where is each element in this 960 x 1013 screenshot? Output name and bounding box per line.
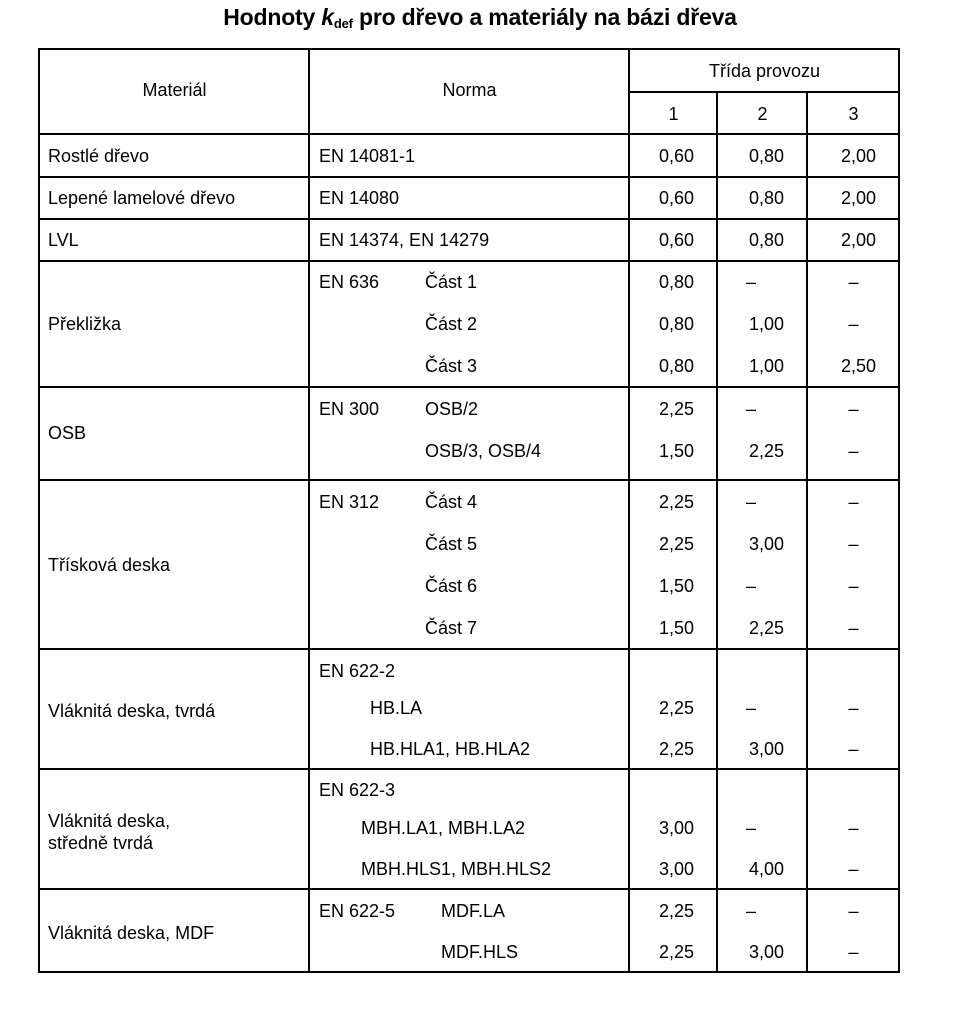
sub-label: Část 1 xyxy=(425,272,478,292)
norma-cell: EN 312 xyxy=(319,492,380,512)
value-cell: 1,50 xyxy=(658,618,694,638)
value-cell: 3,00 xyxy=(658,818,694,838)
value-cell: 0,80 xyxy=(658,272,694,292)
header-norma: Norma xyxy=(442,80,497,100)
sub-label: Část 2 xyxy=(425,314,478,334)
norma-cell: EN 14081-1 xyxy=(319,146,416,166)
value-cell: 4,00 xyxy=(748,859,784,879)
value-cell: 0,60 xyxy=(658,230,694,250)
sub-label: Část 7 xyxy=(425,618,478,638)
value-cell: 2,25 xyxy=(658,492,694,512)
material-cell: Vláknitá deska, MDF xyxy=(48,923,215,943)
value-cell: 0,80 xyxy=(658,356,694,376)
value-cell: 2,00 xyxy=(840,230,876,250)
value-cell: 3,00 xyxy=(748,942,784,962)
norma-cell: EN 622-5 xyxy=(319,901,396,921)
value-cell: – xyxy=(848,399,859,419)
value-cell: 0,80 xyxy=(748,230,784,250)
value-cell: 1,50 xyxy=(658,441,694,461)
material-cell: Třísková deska xyxy=(48,555,171,575)
k-symbol: k xyxy=(321,4,334,30)
norma-cell: EN 300 xyxy=(319,399,380,419)
value-cell: – xyxy=(848,698,859,718)
value-cell: – xyxy=(848,492,859,512)
sub-label: MDF.HLS xyxy=(441,942,519,962)
sub-label: OSB/3, OSB/4 xyxy=(425,441,542,461)
value-cell: 2,25 xyxy=(658,901,694,921)
value-cell: – xyxy=(848,901,859,921)
header-class-3: 3 xyxy=(848,104,859,124)
norma-cell: EN 622-2 xyxy=(319,661,396,681)
value-cell: 2,50 xyxy=(840,356,876,376)
value-cell: – xyxy=(745,698,756,718)
value-cell: 2,25 xyxy=(658,739,694,759)
sub-label: Část 4 xyxy=(425,492,478,512)
value-cell: 2,00 xyxy=(840,146,876,166)
value-cell: 0,60 xyxy=(658,188,694,208)
material-cell: LVL xyxy=(48,230,79,250)
norma-cell: EN 636 xyxy=(319,272,380,292)
value-cell: – xyxy=(745,272,756,292)
value-cell: – xyxy=(745,818,756,838)
value-cell: – xyxy=(848,272,859,292)
value-cell: – xyxy=(848,859,859,879)
value-cell: 2,25 xyxy=(658,534,694,554)
value-cell: 3,00 xyxy=(748,534,784,554)
value-cell: – xyxy=(848,618,859,638)
value-cell: – xyxy=(848,314,859,334)
material-cell: Vláknitá deska, tvrdá xyxy=(48,701,216,721)
value-cell: 3,00 xyxy=(748,739,784,759)
sub-label: HB.HLA1, HB.HLA2 xyxy=(370,739,531,759)
value-cell: 2,25 xyxy=(658,942,694,962)
norma-cell: EN 14374, EN 14279 xyxy=(319,230,490,250)
value-cell: – xyxy=(848,441,859,461)
value-cell: 0,80 xyxy=(658,314,694,334)
material-cell: OSB xyxy=(48,423,87,443)
value-cell: – xyxy=(745,576,756,596)
value-cell: 2,25 xyxy=(748,618,784,638)
value-cell: 1,00 xyxy=(748,356,784,376)
value-cell: 2,25 xyxy=(748,441,784,461)
norma-cell: EN 14080 xyxy=(319,188,400,208)
value-cell: 2,25 xyxy=(658,399,694,419)
value-cell: – xyxy=(745,399,756,419)
value-cell: 2,25 xyxy=(658,698,694,718)
page-title: Hodnoty $k_{def}$ pro dřevo a materiály na bázi dřeva xyxy=(223,4,737,31)
header-trida-provozu: Třída provozu xyxy=(708,61,821,81)
value-cell: – xyxy=(745,492,756,512)
sub-label: OSB/2 xyxy=(425,399,479,419)
material-cell: Rostlé dřevo xyxy=(48,146,150,166)
value-cell: – xyxy=(745,901,756,921)
header-class-1: 1 xyxy=(668,104,679,124)
sub-label: MBH.HLS1, MBH.HLS2 xyxy=(361,859,552,879)
value-cell: 3,00 xyxy=(658,859,694,879)
k-subscript: def xyxy=(333,16,353,31)
sub-label: Část 6 xyxy=(425,576,478,596)
sub-label: Část 3 xyxy=(425,356,478,376)
value-cell: 0,80 xyxy=(748,146,784,166)
material-cell: Lepené lamelové dřevo xyxy=(48,188,236,208)
value-cell: 0,60 xyxy=(658,146,694,166)
material-cell: středně tvrdá xyxy=(48,833,154,853)
value-cell: 0,80 xyxy=(748,188,784,208)
value-cell: – xyxy=(848,739,859,759)
value-cell: 2,00 xyxy=(840,188,876,208)
value-cell: – xyxy=(848,534,859,554)
norma-cell: EN 622-3 xyxy=(319,780,396,800)
value-cell: – xyxy=(848,818,859,838)
sub-label: HB.LA xyxy=(370,698,423,718)
header-material: Materiál xyxy=(142,80,207,100)
header-class-2: 2 xyxy=(757,104,768,124)
sub-label: MBH.LA1, MBH.LA2 xyxy=(361,818,526,838)
material-cell: Překližka xyxy=(48,314,122,334)
sub-label: Část 5 xyxy=(425,534,478,554)
sub-label: MDF.LA xyxy=(441,901,506,921)
value-cell: 1,00 xyxy=(748,314,784,334)
material-cell: Vláknitá deska, xyxy=(48,811,171,831)
value-cell: 1,50 xyxy=(658,576,694,596)
value-cell: – xyxy=(848,942,859,962)
value-cell: – xyxy=(848,576,859,596)
